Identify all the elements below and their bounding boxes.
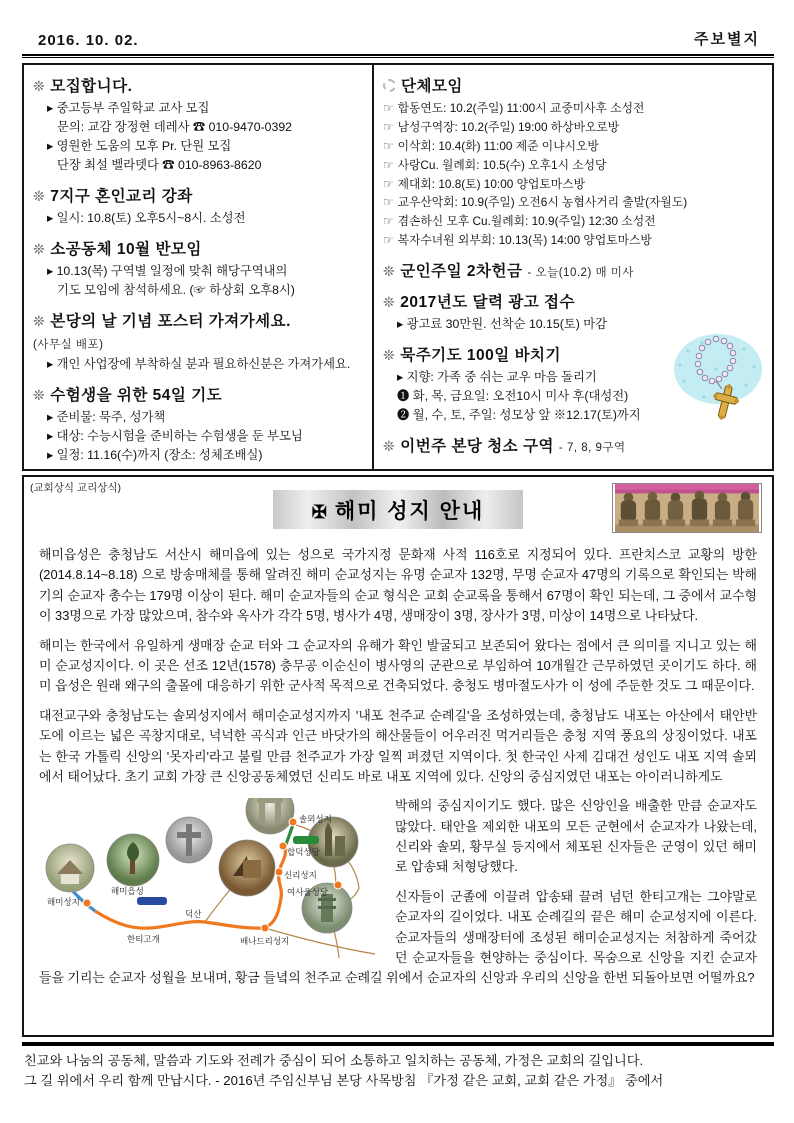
header-date: 2016. 10. 02. [38, 32, 139, 49]
section-line: ▸ 중고등부 주일학교 교사 모집 [47, 101, 210, 115]
map-label-deoksan: 덕산 [185, 909, 202, 920]
paragraph: 해미읍성은 충청남도 서산시 해미읍에 있는 성으로 국가지정 문화재 사적 116호로 지정되어 있다. 프란치스코 교황의 방한(2014.8.14~8.18) 으로 방송매체를 통해 알려진 해미 순교성지는 유명 순교자 132명, 무명 순교자 47명의 기록으로 확인되는 박해기의 순교자 총수는 179명 이상이 된다. 해미 순교자들의 순교 형식은 교회 순교록을 통해서 67명이 확인 되는데, 그 중에서 교수형이 33명으로 가장 많았으며, 참수와 옥사가 각각 5명, 병사가 4명, 생매장이 3명, 장사가 3명, 미상이 14명으로 나타났다. [39, 547, 757, 624]
section-title-suffix: - 오늘(10.2) 매 미사 [527, 267, 634, 279]
haemi-banner [273, 490, 523, 529]
map-label-sinri: 신리성지 [284, 870, 317, 881]
cross-icon: ✠ [311, 502, 329, 522]
list-item [383, 99, 766, 118]
flower-asterisk-icon: ❊ [383, 294, 396, 310]
list-item-text: 사랑Cu. 월례회: 10.5(수) 오후1시 소성당 [397, 157, 607, 172]
flower-asterisk-icon: ❊ [383, 263, 396, 279]
list-item [383, 193, 766, 212]
map-label-yeosaul: 여사울성당 [287, 887, 329, 898]
rosary-image [672, 329, 768, 423]
section-title-text: 군인주일 2차헌금 [400, 263, 523, 280]
flower-asterisk-icon: ❊ [33, 78, 46, 94]
pointing-hand-icon: ☞ [383, 214, 394, 229]
section-line: 단장 최설 벨라뎃다 ☎ 010-8963-8620 [57, 158, 262, 173]
section-title-text: 본당의 날 기념 포스터 가져가세요. [50, 313, 291, 331]
section-line: ▸ 일정: 11.16(수)까지 (장소: 성체조배실) [47, 448, 263, 463]
section-line: ▸ 영원한 도움의 모후 Pr. 단원 모집 [47, 139, 232, 154]
section-title [33, 309, 366, 352]
section-line: ▸ 일시: 10.8(토) 오후5시~8시. 소성전 [47, 211, 246, 226]
list-item-text: 남성구역장: 10.2(주일) 19:00 하상바오로방 [397, 119, 620, 134]
list-item-text: 제대회: 10.8(토) 10:00 양업토마스방 [397, 176, 585, 191]
banner-title: 해미 성지 안내 [334, 500, 485, 523]
section-poster [33, 309, 366, 374]
section-title-suffix: (사무실 배포) [33, 339, 104, 352]
section-title-text: 단체모임 [401, 78, 463, 95]
right-column [374, 65, 772, 469]
flower-asterisk-icon: ❊ [33, 188, 46, 205]
section-line: ▸ 광고료 30만원. 선착순 10.15(토) 마감 [397, 317, 607, 331]
paragraph: 해미는 한국에서 유일하게 생매장 순교 터와 그 순교자의 유해가 확인 발굴되고 보존되어 왔다는 점에서 큰 의미를 지니고 있는 해미 순교성지이다. 이 곳은 선조 12년(1578) 충무공 이순신이 병사영의 군관으로 부임하여 10개월간 근무하였던 곳이기도 하다. 해미 읍성은 원래 왜구의 출몰에 대응하기 위한 군사적 목적으로 건축되었다. 충청도 병마절도사가 이 성에 주둔한 것도 그 때문이다. [39, 637, 757, 694]
section-line: ▸ 지향: 가족 중 쉬는 교우 마음 돌리기 [397, 370, 597, 385]
section-title [383, 290, 766, 312]
flower-asterisk-icon: ❊ [33, 387, 46, 404]
section-title [383, 434, 766, 456]
section-small-community [33, 237, 366, 300]
map-label-solmoe: 솔뫼성지 [299, 814, 332, 825]
paragraph: 신자들이 군졸에 이끌려 압송돼 끌려 넘던 한티고개는 그야말로 순교자의 길이었다. 내포 순례길의 끝은 해미 순교성지에 이른다. 순교자들의 생매장터에 조성된 해미순교성지는 처참하게 죽어갔던 순교자들을 현양하는 중심이다. 목숨으로 신앙을 지킨 순교자들을 기리는 순교자 성월을 보내며, 황금 들녘의 천주교 순례길 위에서 순교자의 신앙과 우리의 신앙을 한번 되돌아보면 어떨까요? [39, 888, 757, 986]
section-line: ▸ 대상: 수능시험을 준비하는 수험생을 둔 부모님 [47, 429, 303, 444]
section-recruiting [33, 74, 366, 175]
section-title-suffix: - 7, 8, 9구역 [558, 442, 626, 455]
section-marriage-class [33, 184, 366, 228]
list-item [383, 137, 766, 156]
map-label-haemieupseong: 해미읍성 [111, 886, 144, 897]
list-item-text: 이삭회: 10.4(화) 11:00 제준 이냐시오방 [397, 138, 599, 153]
flower-asterisk-icon: ❊ [383, 438, 396, 455]
map-label-haemiseongji: 해미성지 [47, 897, 80, 908]
pointing-hand-icon: ☞ [383, 101, 394, 115]
list-item [383, 156, 766, 175]
section-title-text: 묵주기도 100일 바치기 [400, 347, 561, 365]
flower-asterisk-icon: ❊ [383, 347, 396, 364]
section-title [33, 74, 366, 96]
section-military-collection [383, 259, 766, 281]
map-label-hapdeok: 합덕성당 [287, 847, 320, 858]
header [22, 14, 774, 54]
rosary-illustration [672, 329, 768, 423]
section-title [33, 237, 366, 259]
flower-asterisk-icon: ❊ [33, 241, 46, 258]
section-line: ▸ 준비물: 묵주, 성가책 [47, 410, 166, 425]
pilgrimage-map [37, 798, 383, 961]
pointing-hand-icon: ☞ [383, 157, 394, 172]
pointing-hand-icon: ☞ [383, 233, 394, 248]
left-column [24, 65, 374, 469]
map-text-flow [37, 796, 759, 998]
announcements-box [22, 63, 774, 471]
section-title [383, 74, 766, 96]
dashed-sun-icon [383, 79, 396, 92]
paragraph: 대전교구와 충청남도는 솔뫼성지에서 해미순교성지까지 '내포 천주교 순례길'을 조성하였는데, 충청남도 내포는 아산에서 태안반도에 이르는 넓은 곡창지대로, 넉넉한 곡식과 인근 바닷가의 해산물들이 어우러진 먹거리들은 충청 지역 풍요의 상징이었다. 내포는 한국 가톨릭 신앙의 '못자리'라고 불릴 만큼 천주교가 가장 일찍 퍼졌던 지역이다. 첫 한국인 사제 김대건 성인도 내포 지역 솔뫼에서 태어났다. 초기 교회 가장 큰 신앙공동체였던 신리도 바로 내포 지역에 있다. 신앙의 중심지였던 내포는 아이러니하게도 [39, 707, 757, 784]
section-title-text: 7지구 혼인교리 강좌 [50, 188, 193, 206]
list-item [383, 118, 766, 137]
pilgrimage-map-svg [37, 798, 383, 961]
section-54day-prayer [33, 383, 366, 465]
list-item [383, 212, 766, 231]
section-calendar-ads [383, 290, 766, 334]
section-title-text: 2017년도 달력 광고 접수 [400, 294, 575, 311]
list-item [383, 175, 766, 194]
list-item-text: 합동연도: 10.2(주일) 11:00시 교중미사후 소성전 [397, 101, 645, 115]
pointing-hand-icon: ☞ [383, 138, 394, 153]
section-line: ▸ 개인 사업장에 부착하실 분과 필요하신분은 가져가세요. [47, 357, 351, 372]
footer [22, 1046, 774, 1092]
section-title-text: 모집합니다. [50, 78, 133, 95]
section-group-meetings [383, 74, 766, 250]
section-line: ❶ 화, 목, 금요일: 오전10시 미사 후(대성전) [397, 389, 629, 404]
list-item-text: 교우산악회: 10.9(주일) 오전6시 농협사거리 출발(자월도) [397, 195, 688, 210]
section-title-text: 이번주 본당 청소 구역 [400, 438, 554, 456]
section-line: 기도 모임에 참석하세요. (☞ 하상회 오후8시) [57, 283, 295, 298]
section-line: ❷ 월, 수, 토, 주일: 성모상 앞 ※12.17(토)까지 [397, 408, 641, 423]
map-label-baenadeuri: 배나드리성지 [240, 936, 290, 947]
list-item-text: 겸손하신 모후 Cu.월례회: 10.9(주일) 12:30 소성전 [397, 214, 656, 229]
pointing-hand-icon: ☞ [383, 176, 394, 191]
section-title [383, 259, 766, 281]
section-title [33, 383, 366, 405]
section-title-text: 수험생을 위한 54일 기도 [50, 387, 223, 405]
footer-line: 그 길 위에서 우리 함께 만납시다. - 2016년 주임신부님 본당 사목방침 『가정 같은 교회, 교회 같은 가정』 중에서 [24, 1073, 664, 1089]
list-item-text: 복자수녀원 외부회: 10.13(목) 14:00 양업토마스방 [397, 233, 652, 248]
corner-note: (교회상식 교리상식) [30, 482, 122, 494]
pointing-hand-icon: ☞ [383, 195, 394, 210]
haemi-guide-box [22, 475, 774, 1037]
list-item [383, 231, 766, 250]
section-line: 문의: 교감 장정현 데레사 ☎ 010-9470-0392 [57, 120, 293, 135]
map-label-hanti: 한티고개 [127, 934, 160, 945]
footer-line: 친교와 나눔의 공동체, 말씀과 기도와 전례가 중심이 되어 소통하고 일치하는 공동체, 가정은 교회의 길입니다. [24, 1053, 644, 1068]
paragraph: 박해의 중심지이기도 했다. 많은 신앙인을 배출한 만큼 순교자도 많았다. 태안을 제외한 내포의 모든 군현에서 순교자가 나왔는데, 신리와 솔뫼, 황무실 등지에서 체포된 신자들은 군영이 있던 해미로 압송돼 처형당했다. [395, 798, 757, 875]
section-title-text: 소공동체 10월 반모임 [50, 241, 202, 259]
pointing-hand-icon: ☞ [383, 119, 394, 134]
header-rule [22, 54, 774, 58]
flower-asterisk-icon: ❊ [33, 313, 46, 330]
statues-photo [612, 483, 762, 533]
section-title [33, 184, 366, 206]
bulletin-label: 주보별지 [694, 31, 760, 48]
section-cleaning-area [383, 434, 766, 456]
haemi-article [37, 545, 759, 998]
section-line: ▸ 10.13(목) 구역별 일정에 맞춰 해당구역내의 [47, 264, 288, 279]
